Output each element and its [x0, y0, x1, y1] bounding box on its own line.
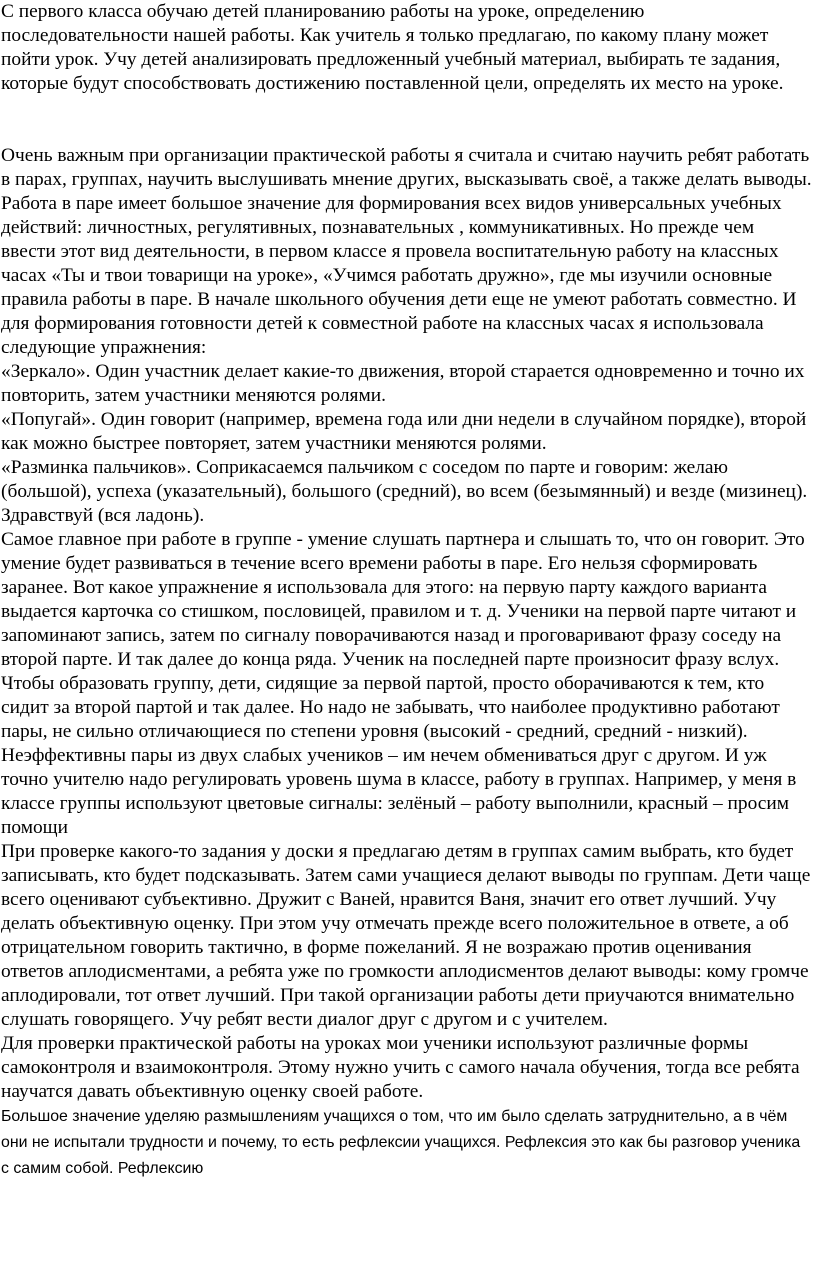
paragraph-exercise-parrot: «Попугай». Один говорит (например, времена года или дни недели в случайном порядке), второй как можно быстрее повторяет, затем участники меняются ролями.: [1, 409, 807, 454]
paragraph-self-control: Для проверки практической работы на уроках мои ученики используют различные формы самоконтроля и взаимоконтроля. Этому нужно учить с самого начала обучения, тогда все ребята научатся давать объективную оценку своей работе.: [1, 1033, 800, 1102]
paragraph-exercise-fingers: «Разминка пальчиков». Соприкасаемся пальчиком с соседом по парте и говорим: желаю (большой), успеха (указательный), большого (средний), во всем (безымянный) и везде (мизинец). Здравствуй (вся ладонь).: [1, 457, 808, 526]
paragraph-group-forming: Чтобы образовать группу, дети, сидящие за первой партой, просто оборачиваются к тем, кто сидит за второй партой и так далее. Но надо не забывать, что наиболее продуктивно работают пары, не сильно отличающиеся по степени уровня (высокий - средний, средний - низкий). Неэффективны пары из двух слабых учеников – им нечем обмениваться друг с другом. И уж точно учителю надо регулировать уровень шума в классе, работу в группах. Например, у меня в классе группы используют цветовые сигналы: зелёный – работу выполнили, красный – просим помощи: [1, 673, 797, 838]
paragraph-pair-work: Очень важным при организации практической работы я считала и считаю научить ребят работать в парах, группах, научить выслушивать мнение других, высказывать своё, а также делать выводы. Работа в паре имеет большое значение для формирования всех видов универсальных учебных действий: личностных, регулятивных, познавательных , коммуникативных. Но прежде чем ввести этот вид деятельности, в первом классе я провела воспитательную работу на классных часах «Ты и твои товарищи на уроке», «Учимся работать дружно», где мы изучили основные правила работы в паре. В начале школьного обучения дети еще не умеют работать совместно. И для формирования готовности детей к совместной работе на классных часах я использовала следующие упражнения:: [1, 145, 812, 358]
paragraph-exercise-mirror: «Зеркало». Один участник делает какие-то движения, второй старается одновременно и точно их повторить, затем участники меняются ролями.: [1, 361, 805, 406]
paragraph-reflection: Большое значение уделяю размышлениям учащихся о том, что им было сделать затруднительно, а в чём они не испытали трудности и почему, то есть рефлексии учащихся. Рефлексия это как бы разговор ученика с самим собой. Рефлексию: [1, 1108, 801, 1177]
paragraph-planning: С первого класса обучаю детей планированию работы на уроке, определению последовательности нашей работы. Как учитель я только предлагаю, по какому плану может пойти урок. Учу детей анализировать предложенный учебный материал, выбирать те задания, которые будут способствовать достижению поставленной цели, определять их место на уроке.: [1, 1, 784, 94]
paragraph-gap: [1, 96, 812, 144]
paragraph-board-check: При проверке какого-то задания у доски я предлагаю детям в группах самим выбрать, кто будет записывать, кто будет подсказывать. Затем сами учащиеся делают выводы по группам. Дети чаще всего оценивают субъективно. Дружит с Ваней, нравится Ваня, значит его ответ лучший. Учу делать объективную оценку. При этом учу отмечать прежде всего положительное в ответе, а об отрицательном говорить тактично, в форме пожеланий. Я не возражаю против оценивания ответов аплодисментами, а ребята уже по громкости аплодисментов делают выводы: кому громче аплодировали, тот ответ лучший. При такой организации работы дети приучаются внимательно слушать говорящего. Учу ребят вести диалог друг с другом и с учителем.: [1, 841, 811, 1030]
paragraph-group-listening: Самое главное при работе в группе - умение слушать партнера и слышать то, что он говорит. Это умение будет развиваться в течение всего времени работы в паре. Его нельзя сформировать заранее. Вот какое упражнение я использовала для этого: на первую парту каждого варианта выдается карточка со стишком, пословицей, правилом и т. д. Ученики на первой парте читают и запоминают запись, затем по сигналу поворачиваются назад и проговаривают фразу соседу на второй парте. И так далее до конца ряда. Ученик на последней парте произносит фразу вслух.: [1, 529, 805, 670]
